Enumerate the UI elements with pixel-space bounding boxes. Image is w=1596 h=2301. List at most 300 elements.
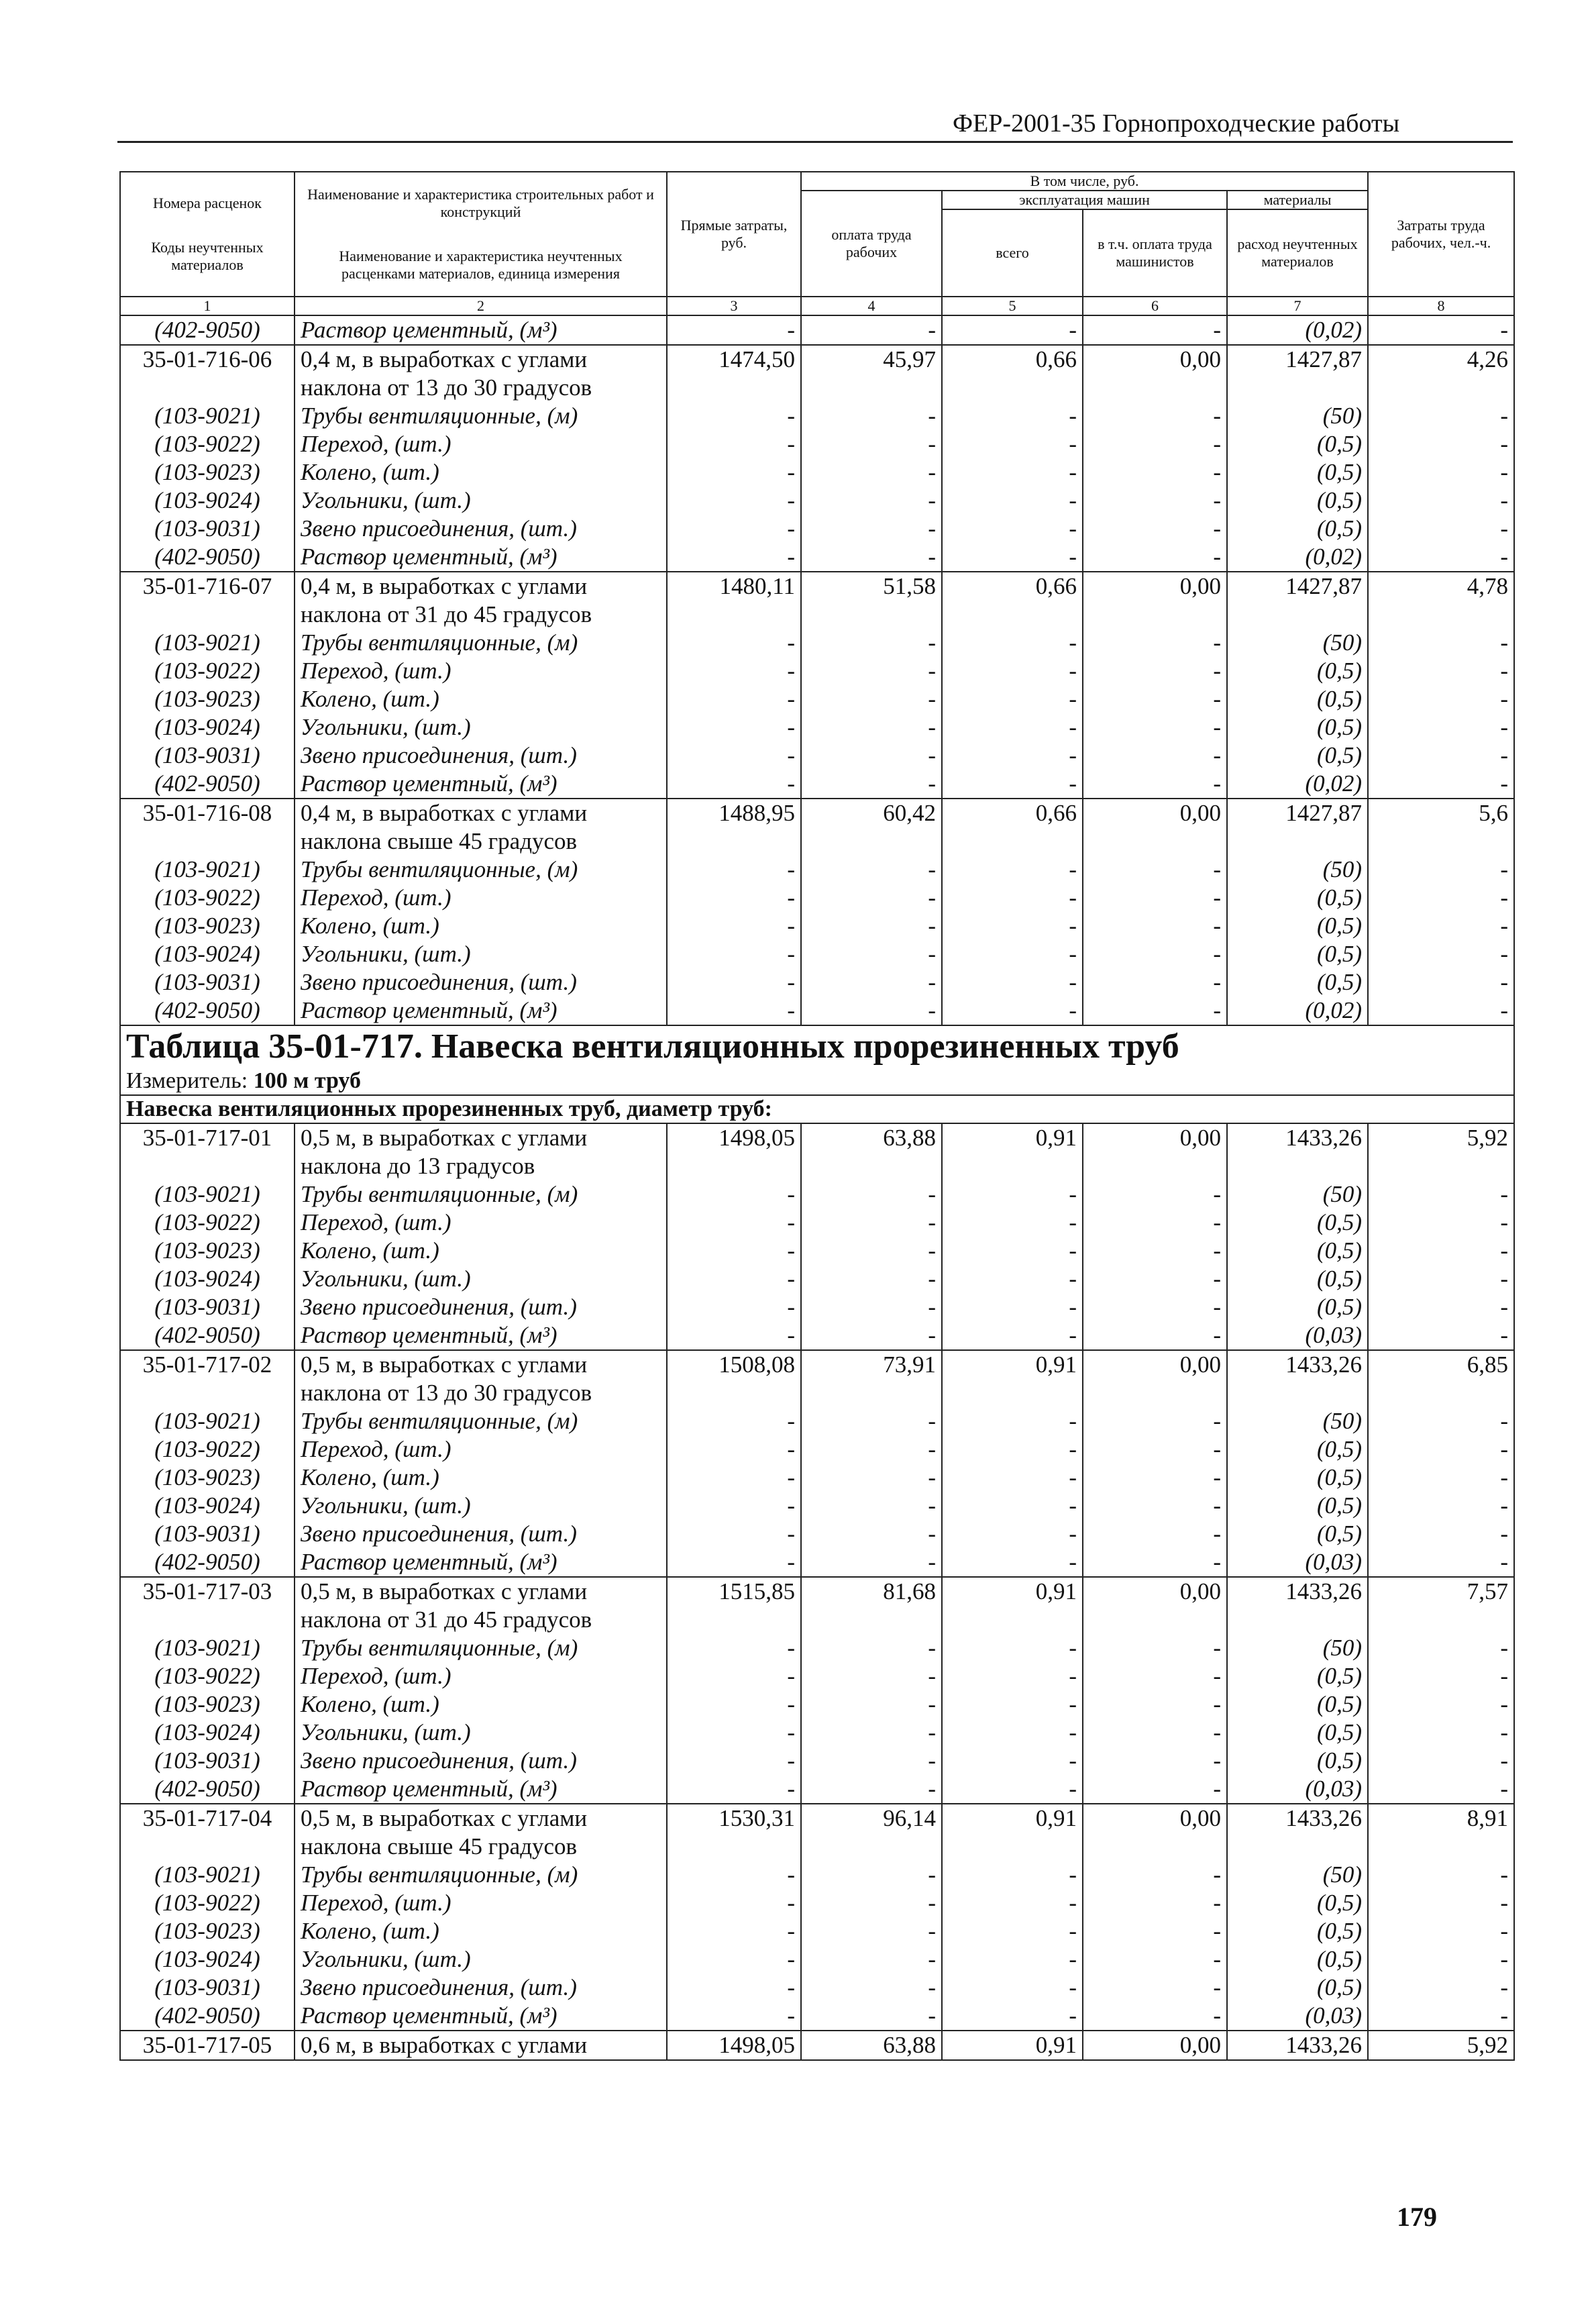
cell-operators: - [1083,742,1227,770]
cell-direct: - [667,1435,801,1464]
material-row [120,629,1514,657]
column-number: 6 [1083,297,1227,315]
rate-name [295,572,667,629]
material-code: (103-9022) [120,884,295,912]
column-numbers-row [120,297,1514,315]
material-code: (103-9022) [120,1209,295,1237]
rate-code: 35-01-717-04 [120,1804,295,1861]
rate-name-line: 0,4 м, в выработках с углами [301,800,588,826]
material-name: Трубы вентиляционные, (м) [295,629,667,657]
cell-wage: - [801,1520,942,1548]
cell-materials: (0,5) [1227,968,1368,996]
cell-materials: (0,5) [1227,713,1368,742]
cell-operators: - [1083,315,1227,345]
rate-name [295,1577,667,1634]
material-code: (103-9023) [120,685,295,713]
cell-direct: - [667,430,801,458]
table-body-a [120,315,1514,1025]
cell-materials: (0,5) [1227,1747,1368,1775]
cell-operators: - [1083,1237,1227,1265]
rate-row [120,345,1514,402]
cell-materials: (0,5) [1227,742,1368,770]
cell-materials: 1427,87 [1227,572,1368,629]
cell-direct: - [667,1548,801,1577]
cell-direct: - [667,1293,801,1321]
cell-machines: - [942,1662,1083,1690]
rate-name-line: 0,4 м, в выработках с углами [301,346,588,372]
cell-materials: (0,5) [1227,1293,1368,1321]
cell-machines: - [942,1861,1083,1889]
material-row [120,713,1514,742]
cell-operators: - [1083,685,1227,713]
header-col3: Прямые затраты, руб. [667,172,801,297]
cell-machines: - [942,685,1083,713]
rate-name-line: наклона свыше 45 градусов [301,1833,578,1859]
rate-name [295,799,667,856]
cell-materials: 1427,87 [1227,799,1368,856]
section-meter-row [120,1068,1514,1095]
cell-labor: - [1368,430,1514,458]
cell-labor: - [1368,685,1514,713]
rate-name-line: наклона свыше 45 градусов [301,828,578,854]
cell-operators: - [1083,1747,1227,1775]
material-code: (103-9024) [120,1945,295,1974]
material-row [120,657,1514,685]
cell-machines: 0,91 [942,1577,1083,1634]
cell-labor: - [1368,856,1514,884]
cell-direct: - [667,742,801,770]
cell-wage: - [801,742,942,770]
table-body-b [120,1123,1514,2060]
material-name: Колено, (шт.) [295,1917,667,1945]
rate-row [120,1123,1514,1180]
material-code: (402-9050) [120,1321,295,1350]
material-code: (103-9023) [120,458,295,487]
rate-name-line: наклона до 13 градусов [301,1153,535,1179]
cell-wage: - [801,685,942,713]
material-row [120,1464,1514,1492]
material-name: Угольники, (шт.) [295,1492,667,1520]
material-code: (103-9022) [120,1435,295,1464]
cell-direct: - [667,1209,801,1237]
material-code: (103-9031) [120,968,295,996]
material-code: (103-9031) [120,1293,295,1321]
rate-row [120,1804,1514,1861]
cell-direct: - [667,629,801,657]
cell-operators: - [1083,1321,1227,1350]
cell-operators: - [1083,1690,1227,1719]
cell-materials: 1433,26 [1227,2031,1368,2060]
material-row [120,1180,1514,1209]
header-col5: всего [942,209,1083,297]
material-row [120,1293,1514,1321]
cell-labor: - [1368,996,1514,1025]
cell-operators: - [1083,856,1227,884]
cell-wage: - [801,629,942,657]
material-name: Угольники, (шт.) [295,940,667,968]
cell-direct: - [667,1237,801,1265]
rate-code: 35-01-717-05 [120,2031,295,2060]
cell-materials: (0,03) [1227,1548,1368,1577]
section-subheading: Навеска вентиляционных прорезиненных труб, диаметр труб: [120,1095,1514,1123]
material-name: Переход, (шт.) [295,657,667,685]
cell-labor: - [1368,2002,1514,2031]
material-code: (103-9021) [120,1180,295,1209]
material-code: (103-9024) [120,487,295,515]
meter-label: Измеритель: [126,1068,248,1093]
cell-wage: 81,68 [801,1577,942,1634]
cell-wage: 96,14 [801,1804,942,1861]
cell-labor: - [1368,1548,1514,1577]
rate-code: 35-01-717-03 [120,1577,295,1634]
cell-direct: - [667,1520,801,1548]
cell-materials: 1427,87 [1227,345,1368,402]
cell-operators: - [1083,1407,1227,1435]
material-name: Переход, (шт.) [295,430,667,458]
running-header: ФЕР-2001-35 Горнопроходческие работы [953,109,1400,138]
cell-machines: - [942,629,1083,657]
cell-labor: - [1368,1492,1514,1520]
cell-machines: - [942,912,1083,940]
material-code: (103-9024) [120,1492,295,1520]
material-code: (103-9021) [120,402,295,430]
cell-materials: (50) [1227,1634,1368,1662]
cell-wage: - [801,1548,942,1577]
material-row [120,968,1514,996]
cell-direct: - [667,1719,801,1747]
header-col1-top: Номера расценок [153,195,262,211]
cell-operators: 0,00 [1083,1577,1227,1634]
cell-direct: - [667,402,801,430]
cell-labor: - [1368,515,1514,543]
rate-row [120,1577,1514,1634]
cell-operators: - [1083,1634,1227,1662]
cell-materials: 1433,26 [1227,1350,1368,1407]
cell-machines: - [942,1889,1083,1917]
cell-operators: - [1083,1775,1227,1804]
rate-code: 35-01-716-06 [120,345,295,402]
cell-labor: - [1368,1180,1514,1209]
cell-direct: - [667,940,801,968]
cell-machines: - [942,1917,1083,1945]
table-header [120,172,1514,315]
material-row [120,770,1514,799]
material-row [120,996,1514,1025]
material-name: Угольники, (шт.) [295,1719,667,1747]
material-code: (103-9023) [120,1917,295,1945]
material-code: (402-9050) [120,2002,295,2031]
cell-labor: 7,57 [1368,1577,1514,1634]
cell-operators: - [1083,1889,1227,1917]
rates-table [119,171,1515,2061]
cell-materials: (0,5) [1227,1974,1368,2002]
material-name: Трубы вентиляционные, (м) [295,856,667,884]
cell-labor: 4,78 [1368,572,1514,629]
material-row [120,487,1514,515]
cell-labor: - [1368,742,1514,770]
material-code: (103-9024) [120,713,295,742]
cell-operators: - [1083,1492,1227,1520]
rate-name [295,345,667,402]
cell-operators: - [1083,968,1227,996]
cell-wage: - [801,1747,942,1775]
cell-direct: 1530,31 [667,1804,801,1861]
cell-machines: - [942,515,1083,543]
cell-direct: - [667,1690,801,1719]
cell-machines: - [942,1407,1083,1435]
cell-labor: - [1368,657,1514,685]
rate-name [295,1804,667,1861]
meter-value: 100 м труб [253,1068,361,1093]
material-code: (103-9024) [120,940,295,968]
cell-wage: - [801,1889,942,1917]
cell-direct: - [667,1945,801,1974]
cell-materials: (50) [1227,1861,1368,1889]
cell-machines: 0,66 [942,345,1083,402]
material-row [120,1209,1514,1237]
cell-direct: 1498,05 [667,2031,801,2060]
material-row [120,1492,1514,1520]
cell-direct: - [667,856,801,884]
cell-labor: - [1368,1209,1514,1237]
cell-labor: - [1368,1435,1514,1464]
material-name: Угольники, (шт.) [295,713,667,742]
cell-labor: - [1368,1634,1514,1662]
cell-labor: - [1368,940,1514,968]
cell-direct: - [667,713,801,742]
material-name: Колено, (шт.) [295,1690,667,1719]
rate-name-line: 0,4 м, в выработках с углами [301,573,588,599]
rate-code: 35-01-717-01 [120,1123,295,1180]
material-row [120,1662,1514,1690]
cell-wage: - [801,1690,942,1719]
cell-labor: - [1368,458,1514,487]
material-row [120,685,1514,713]
cell-labor: - [1368,1974,1514,2002]
cell-machines: - [942,487,1083,515]
cell-operators: - [1083,713,1227,742]
cell-labor: - [1368,1861,1514,1889]
cell-labor: - [1368,543,1514,572]
cell-direct: - [667,458,801,487]
material-row [120,1237,1514,1265]
cell-wage: - [801,1492,942,1520]
rate-code: 35-01-717-02 [120,1350,295,1407]
material-name: Раствор цементный, (м³) [295,1775,667,1804]
material-row [120,1917,1514,1945]
material-row [120,1747,1514,1775]
cell-operators: - [1083,1180,1227,1209]
material-name: Угольники, (шт.) [295,1265,667,1293]
cell-machines: - [942,1492,1083,1520]
cell-labor: - [1368,629,1514,657]
material-row [120,1945,1514,1974]
rate-name-line: наклона от 13 до 30 градусов [301,1380,592,1406]
cell-labor: 5,92 [1368,1123,1514,1180]
header-exploitation: эксплуатация машин [942,191,1227,209]
cell-direct: - [667,1492,801,1520]
cell-direct: - [667,1265,801,1293]
cell-operators: - [1083,487,1227,515]
cell-labor: - [1368,884,1514,912]
cell-materials: (0,5) [1227,1520,1368,1548]
section-717 [120,1025,1514,1123]
cell-materials: (0,02) [1227,543,1368,572]
cell-wage: 63,88 [801,2031,942,2060]
rate-name-line: 0,5 м, в выработках с углами [301,1578,588,1604]
cell-machines: - [942,1634,1083,1662]
cell-machines: - [942,430,1083,458]
material-code: (103-9022) [120,430,295,458]
cell-wage: - [801,1407,942,1435]
cell-operators: - [1083,1265,1227,1293]
cell-operators: - [1083,629,1227,657]
cell-machines: - [942,1974,1083,2002]
cell-materials: (0,02) [1227,315,1368,345]
material-name: Колено, (шт.) [295,1464,667,1492]
cell-direct: 1474,50 [667,345,801,402]
header-col7: расход неучтенных материалов [1227,209,1368,297]
rate-code: 35-01-716-07 [120,572,295,629]
material-name: Звено присоединения, (шт.) [295,742,667,770]
cell-materials: (0,5) [1227,487,1368,515]
cell-machines: 0,91 [942,1350,1083,1407]
material-name: Угольники, (шт.) [295,1945,667,1974]
cell-materials: 1433,26 [1227,1804,1368,1861]
cell-materials: (50) [1227,402,1368,430]
cell-materials: (0,5) [1227,1265,1368,1293]
cell-operators: - [1083,940,1227,968]
cell-wage: - [801,2002,942,2031]
material-row [120,1861,1514,1889]
cell-wage: - [801,1293,942,1321]
material-name: Переход, (шт.) [295,1662,667,1690]
cell-operators: - [1083,770,1227,799]
cell-machines: - [942,1520,1083,1548]
cell-wage: - [801,1719,942,1747]
material-code: (402-9050) [120,543,295,572]
cell-machines: - [942,1945,1083,1974]
cell-labor: 6,85 [1368,1350,1514,1407]
material-code: (402-9050) [120,1548,295,1577]
cell-labor: - [1368,1293,1514,1321]
material-code: (103-9031) [120,1520,295,1548]
cell-wage: 60,42 [801,799,942,856]
cell-materials: (0,5) [1227,515,1368,543]
cell-materials: (0,02) [1227,770,1368,799]
column-number: 2 [295,297,667,315]
cell-labor: 4,26 [1368,345,1514,402]
material-code: (103-9023) [120,1690,295,1719]
cell-wage: - [801,458,942,487]
header-materials: материалы [1227,191,1368,209]
material-code: (103-9024) [120,1265,295,1293]
rate-name-line: наклона от 31 до 45 градусов [301,1606,592,1633]
material-name: Звено присоединения, (шт.) [295,1520,667,1548]
column-number: 4 [801,297,942,315]
cell-operators: - [1083,402,1227,430]
cell-direct: - [667,1464,801,1492]
cell-materials: (0,5) [1227,1237,1368,1265]
material-name: Переход, (шт.) [295,1889,667,1917]
material-row [120,430,1514,458]
cell-labor: - [1368,402,1514,430]
cell-direct: - [667,1407,801,1435]
cell-materials: (0,03) [1227,2002,1368,2031]
rate-row [120,1350,1514,1407]
cell-direct: - [667,1861,801,1889]
cell-materials: (50) [1227,1180,1368,1209]
cell-wage: - [801,1945,942,1974]
cell-machines: 0,66 [942,799,1083,856]
material-code: (103-9022) [120,1889,295,1917]
header-group: В том числе, руб. [801,172,1368,191]
material-row [120,515,1514,543]
cell-direct: - [667,2002,801,2031]
header-col6: в т.ч. оплата труда машинистов [1083,209,1227,297]
rate-name-line: 0,6 м, в выработках с углами [301,2032,588,2058]
cell-labor: - [1368,968,1514,996]
cell-operators: - [1083,1945,1227,1974]
cell-labor: - [1368,1775,1514,1804]
cell-machines: - [942,884,1083,912]
material-row [120,458,1514,487]
cell-machines: - [942,1775,1083,1804]
cell-labor: - [1368,1945,1514,1974]
material-name: Трубы вентиляционные, (м) [295,402,667,430]
rate-name-line: 0,5 м, в выработках с углами [301,1805,588,1831]
material-row [120,912,1514,940]
header-col1 [120,172,295,297]
cell-machines: 0,91 [942,2031,1083,2060]
rate-code: 35-01-716-08 [120,799,295,856]
cell-materials: (0,5) [1227,458,1368,487]
cell-direct: - [667,1321,801,1350]
column-number: 3 [667,297,801,315]
cell-operators: - [1083,1209,1227,1237]
rate-name-line: 0,5 м, в выработках с углами [301,1125,588,1151]
material-name: Трубы вентиляционные, (м) [295,1861,667,1889]
material-row [120,1321,1514,1350]
cell-materials: (0,5) [1227,430,1368,458]
cell-operators: - [1083,1548,1227,1577]
material-row [120,2002,1514,2031]
column-number: 1 [120,297,295,315]
material-name: Переход, (шт.) [295,1435,667,1464]
material-row [120,1520,1514,1548]
cell-wage: - [801,856,942,884]
cell-wage: - [801,487,942,515]
material-name: Звено присоединения, (шт.) [295,1747,667,1775]
cell-direct: - [667,315,801,345]
material-code: (103-9023) [120,1237,295,1265]
rate-name-line: 0,5 м, в выработках с углами [301,1351,588,1378]
material-code: (103-9021) [120,629,295,657]
cell-machines: - [942,1435,1083,1464]
cell-machines: 0,66 [942,572,1083,629]
material-row [120,940,1514,968]
material-name: Колено, (шт.) [295,458,667,487]
material-name: Звено присоединения, (шт.) [295,515,667,543]
cell-operators: 0,00 [1083,799,1227,856]
cell-operators: - [1083,1520,1227,1548]
cell-labor: - [1368,1889,1514,1917]
cell-direct: - [667,968,801,996]
material-code: (103-9031) [120,742,295,770]
material-name: Колено, (шт.) [295,912,667,940]
material-row [120,543,1514,572]
page-number: 179 [1397,2202,1437,2232]
